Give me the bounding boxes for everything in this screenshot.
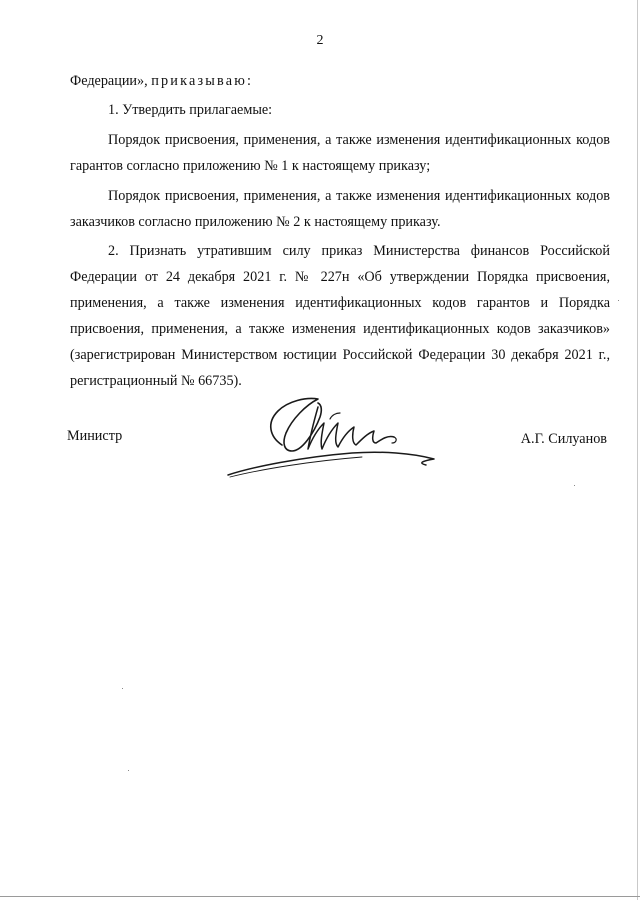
scan-speck	[574, 485, 575, 486]
scan-speck	[122, 688, 123, 689]
item-2: 2. Признать утратившим силу приказ Министерства финансов Российской Федерации от 24 декабря 2021 г. № 227н «Об утверждении Порядка присвоения, применения, а также изменения идентификационных кодов гарантов и Порядка присвоения, применения, а также изменения идентификационных кодов заказчиков» (зарегистрирован Министерством юстиции Российской Федерации 30 декабря 2021 г., регистрационный № 66735).	[70, 243, 610, 389]
scan-edge-bottom	[0, 896, 640, 897]
lead-line	[70, 68, 610, 94]
handwritten-signature	[222, 393, 447, 483]
scan-speck	[128, 770, 129, 771]
lead-suffix: :	[247, 73, 251, 89]
lead-prefix: Федерации»,	[70, 73, 152, 89]
item-1: 1. Утвердить прилагаемые:	[108, 102, 273, 118]
document-body	[70, 68, 610, 394]
lead-order-word: приказываю	[151, 73, 248, 89]
scan-speck	[618, 300, 619, 301]
procedure-customers: Порядок присвоения, применения, а также изменения идентификационных кодов заказчиков согласно приложению № 2 к настоящему приказу.	[70, 188, 610, 230]
signatory-title: Министр	[67, 428, 123, 444]
page-number: 2	[316, 33, 324, 48]
procedure-guarantors: Порядок присвоения, применения, а также изменения идентификационных кодов гарантов согласно приложению № 1 к настоящему приказу;	[70, 132, 610, 174]
signatory-name: А.Г. Силуанов	[520, 431, 607, 447]
